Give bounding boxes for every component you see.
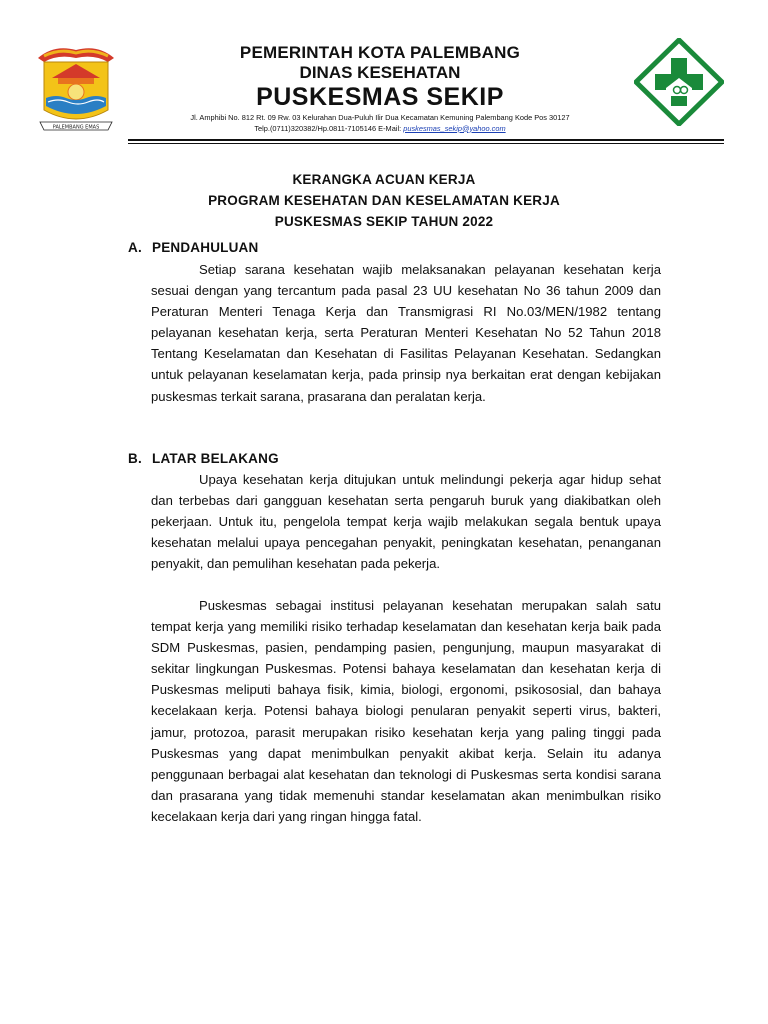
section-b-paragraph-2: Puskesmas sebagai institusi pelayanan kesehatan merupakan salah satu tempat kerja yang memiliki risiko terhadap keselamatan dan kesehatan kerja baik pada SDM Puskesmas, pasien, pendamping pasien, pengunjung, maupun masyarakat di sekitar lingkungan Puskesmas. Potensi bahaya keselamatan dan kesehatan kerja di Puskesmas meliputi bahaya fisik, kimia, biologi, ergonomi, psikososial, dan bahaya kecelakaan kerja. Potensi bahaya biologi penularan penyakit seperti virus, bakteri, jamur, protozoa, parasit merupakan risiko kesehatan kerja yang paling tinggi pada Puskesmas yang dapat menimbulkan penyakit akibat kerja. Selain itu adanya penggunaan berbagai alat kesehatan dan teknologi di Puskesmas serta kondisi sarana dan prasarana yang tidak memenuhi standar keselamatan akan menimbulkan risiko kecelakaan kerja dari yang ringan hingga fatal.	[151, 598, 661, 824]
address-line: Jl. Amphibi No. 812 Rt. 09 Rw. 03 Kelurahan Dua-Puluh Ilir Dua Kecamatan Kemuning Palembang Kode Pos 30127	[190, 113, 570, 122]
department-name: DINAS KESEHATAN	[299, 63, 461, 82]
doc-title-line-3: PUSKESMAS SEKIP TAHUN 2022	[274, 214, 494, 229]
doc-title-line-1: KERANGKA ACUAN KERJA	[292, 172, 476, 187]
letterhead	[130, 43, 630, 133]
section-a-label: A.	[128, 240, 142, 255]
section-a-title: PENDAHULUAN	[152, 240, 259, 255]
palembang-city-emblem-icon	[34, 40, 118, 136]
puskesmas-cross-logo-icon	[634, 38, 724, 126]
letterhead-divider-thin	[128, 143, 724, 144]
section-b-paragraph-1: Upaya kesehatan kerja ditujukan untuk melindungi pekerja agar hidup sehat dan terbebas dari gangguan kesehatan serta pengaruh buruk yang diakibatkan oleh pekerjaan. Untuk itu, pengelola tempat kerja wajib melakukan segala bentuk upaya kesehatan melalui upaya pencegahan penyakit, peningkatan kesehatan, penanganan penyakit, dan pemulihan kesehatan pada pekerja.	[151, 472, 661, 572]
section-b-label: B.	[128, 451, 142, 466]
doc-title-line-2: PROGRAM KESEHATAN DAN KESELAMATAN KERJA	[208, 193, 560, 208]
phone-text: Telp.(0711)320382/Hp.0811-7105146 E-Mail:	[254, 123, 402, 133]
section-a-paragraph-1: Setiap sarana kesehatan wajib melaksanakan pelayanan kesehatan kerja sesuai dengan yang tercantum pada pasal 23 UU kesehatan No 36 tahun 2009 dan Peraturan Menteri Tenaga Kerja dan Transmigrasi RI No.03/MEN/1982 tentang pelayanan kesehatan kerja, serta Peraturan Menteri Kesehatan No 52 Tahun 2018 Tentang Keselamatan dan Kesehatan di Fasilitas Pelayanan Kesehatan. Sedangkan untuk pelayanan keselamatan kerja, pada prinsip nya berkaitan erat dengan kebijakan puskesmas terkait sarana, prasarana dan peralatan kerja.	[151, 262, 661, 404]
emblem-banner-text: PALEMBANG EMAS	[52, 124, 100, 131]
contact-line	[130, 124, 630, 134]
email-link[interactable]: puskesmas_sekip@yahoo.com	[403, 123, 506, 133]
letterhead-divider-thick	[128, 139, 724, 141]
section-b-title: LATAR BELAKANG	[152, 451, 279, 466]
government-name: PEMERINTAH KOTA PALEMBANG	[239, 43, 521, 62]
section-a-heading	[128, 240, 258, 255]
institution-name: PUSKESMAS SEKIP	[256, 83, 504, 111]
section-b-heading	[128, 451, 279, 466]
